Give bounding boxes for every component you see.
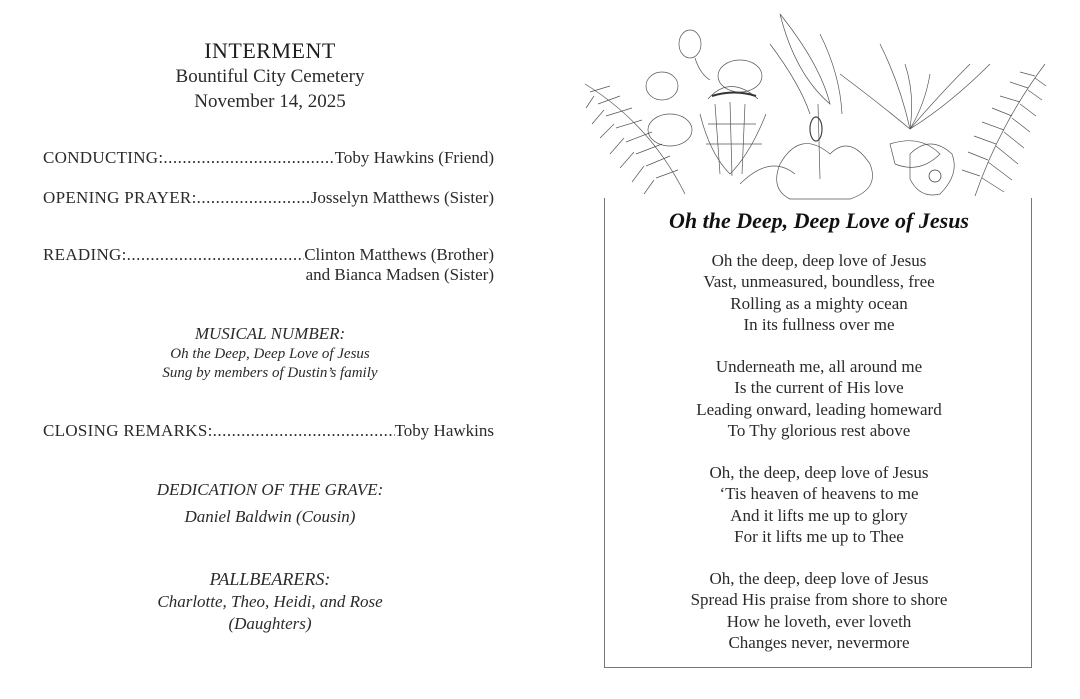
hymn-stanza-3 (605, 462, 1033, 548)
program-title: INTERMENT (204, 38, 336, 63)
fern-icon (962, 64, 1046, 196)
pallbearers-heading: PALLBEARERS: (209, 569, 331, 589)
hymn-stanza-1 (605, 250, 1033, 336)
hymn-lyrics-panel (604, 198, 1032, 668)
bud-icon (646, 30, 710, 146)
leader-dots (127, 245, 305, 265)
reading-value: Clinton Matthews (Brother) (304, 245, 494, 264)
hibiscus-icon (740, 104, 873, 199)
lyric-line: Oh the deep, deep love of Jesus (711, 251, 927, 270)
protea-icon (700, 60, 766, 176)
closing-remarks-value: Toby Hawkins (394, 421, 494, 440)
leader-dots (197, 188, 311, 208)
pallbearers-names: Charlotte, Theo, Heidi, and Rose (157, 592, 383, 611)
pallbearers-relation: (Daughters) (228, 614, 312, 633)
orchid-icon (910, 144, 954, 195)
reading-value-line2: and Bianca Madsen (Sister) (305, 265, 494, 284)
opening-prayer-value: Josselyn Matthews (Sister) (310, 188, 494, 207)
lyric-line: Rolling as a mighty ocean (730, 293, 908, 313)
service-date: November 14, 2025 (194, 91, 346, 112)
lyric-line: To Thy glorious rest above (727, 421, 911, 441)
opening-prayer-row (43, 188, 494, 208)
palm-frond-icon (585, 84, 685, 194)
dedication-heading: DEDICATION OF THE GRAVE: (156, 480, 384, 499)
reading-label: READING: (43, 245, 127, 264)
lyric-line: Spread His praise from shore to shore (690, 590, 948, 610)
hymn-stanza-4 (605, 568, 1033, 654)
conducting-row (43, 148, 494, 168)
leader-dots (213, 421, 395, 441)
lyric-line: Changes never, nevermore (728, 633, 910, 653)
opening-prayer-label: OPENING PRAYER: (43, 188, 197, 207)
lyric-line: In its fullness over me (743, 315, 895, 335)
leaf-icon (770, 14, 842, 114)
leader-dots (163, 148, 334, 168)
musical-number-heading: MUSICAL NUMBER: (194, 324, 346, 343)
cemetery-name: Bountiful City Cemetery (175, 66, 365, 87)
lyric-line: Leading onward, leading homeward (696, 399, 942, 419)
closing-remarks-label: CLOSING REMARKS: (43, 421, 213, 440)
conducting-label: CONDUCTING: (43, 148, 164, 167)
lyric-line: For it lifts me up to Thee (734, 527, 904, 547)
lyric-line: Oh, the deep, deep love of Jesus (709, 569, 929, 588)
reading-row (43, 245, 494, 265)
lyric-line: How he loveth, ever loveth (726, 611, 912, 631)
musical-number-song: Oh the Deep, Deep Love of Jesus (170, 346, 370, 362)
hymn-stanza-2 (605, 356, 1033, 442)
botanical-flowers-illustration (580, 4, 1050, 200)
lyric-line: ‘Tis heaven of heavens to me (719, 484, 919, 504)
lyric-line: Oh, the deep, deep love of Jesus (709, 463, 929, 482)
lyric-line: Is the current of His love (734, 378, 904, 398)
lyric-line: And it lifts me up to glory (730, 505, 908, 525)
dedication-value: Daniel Baldwin (Cousin) (184, 507, 356, 526)
musical-number-performers: Sung by members of Dustin’s family (162, 365, 378, 381)
conducting-value: Toby Hawkins (Friend) (334, 148, 494, 167)
lyric-line: Underneath me, all around me (715, 357, 923, 376)
bird-of-paradise-icon (840, 44, 990, 167)
lyric-line: Vast, unmeasured, boundless, free (703, 272, 935, 292)
closing-remarks-row (43, 421, 494, 441)
hymn-title: Oh the Deep, Deep Love of Jesus (669, 208, 969, 233)
